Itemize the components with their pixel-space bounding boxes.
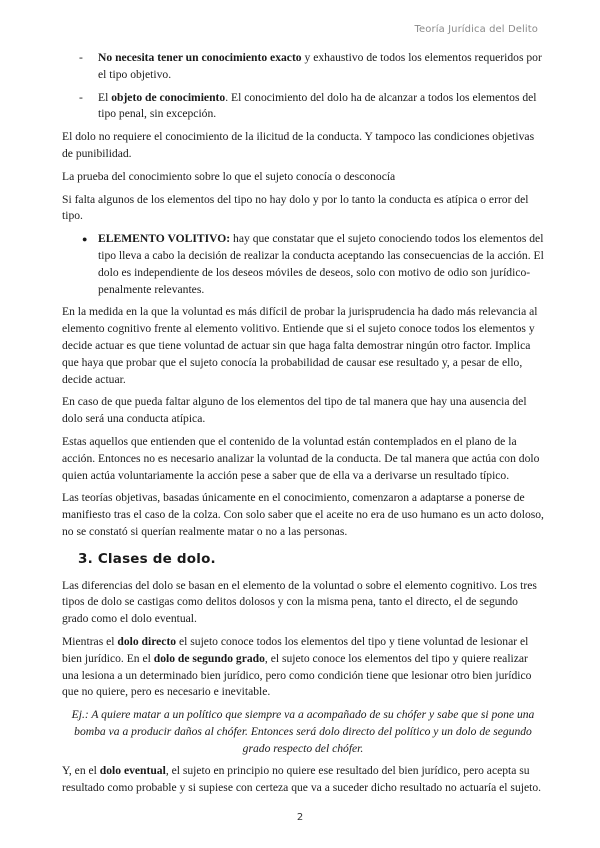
running-header: Teoría Jurídica del Delito [414, 24, 538, 35]
term-dolo-directo: dolo directo [117, 634, 177, 648]
list-item [62, 90, 544, 124]
paragraph: En caso de que pueda faltar alguno de los elementos del tipo de tal manera que hay una ausencia del dolo será una conducta atípica. [62, 395, 527, 426]
paragraph: En la medida en la que la voluntad es más difícil de probar la jurisprudencia ha dado más relevancia al elemento cognitivo frente al elemento volitivo. Entiende que si el sujeto conoce todos los elementos y decide actuar es que tiene voluntad de actuar sin que haga falta demostrar ningún otro factor. Implica que haya que probar que el sujeto conocía la probabilidad de causar ese resultado y, a pesar de ello, decide actuar. [62, 305, 538, 386]
text-run: el sujeto conoce todos los elementos del tipo y tiene voluntad de lesionar el bien jurídico. En el [62, 634, 529, 665]
bullet-marker: ● [82, 234, 88, 245]
text-run: , el sujeto conoce los elementos del tipo y quiere realizar una lesiona a un determinado bien jurídico, pero como condición tiene que lesionar otro bien jurídico que no quiere, pero es necesario e inevitable. [62, 651, 532, 699]
section-heading: 3. Clases de dolo. [78, 550, 216, 567]
list-item-bold: objeto de conocimiento [111, 90, 226, 104]
bullet-item-text: hay que constatar que el sujeto conociendo todos los elementos del tipo lleva a cabo la decisión de realizar la conducta aceptando las consecuencias de la acción. El dolo es independiente de los deseos móviles de deseos, solo con motivo de odio son jurídico-penalmente relevantes. [98, 232, 544, 296]
term-dolo-eventual: dolo eventual [99, 764, 166, 778]
text-run: Mientras el [62, 634, 118, 648]
page-body [62, 50, 544, 803]
list-item-text: y exhaustivo de todos los elementos requeridos por el tipo objetivo. [98, 51, 542, 81]
term-dolo-segundo-grado: dolo de segundo grado [153, 651, 265, 665]
list-item-pre: El [98, 90, 112, 104]
page-number: 2 [296, 812, 304, 823]
paragraph [62, 763, 544, 797]
dash-marker: - [79, 90, 83, 104]
bullet-item [62, 231, 544, 298]
paragraph: El dolo no requiere el conocimiento de la ilicitud de la conducta. Y tampoco las condiciones objetivas de punibilidad. [62, 130, 535, 160]
paragraph: Las teorías objetivas, basadas únicamente en el conocimiento, comenzaron a adaptarse a ponerse de manifiesto tras el caso de la colza. Con solo saber que el aceite no era de uso humano es un acto doloso, no se constató si querían realmente matar o no a las personas. [62, 491, 544, 538]
list-item-text: . El conocimiento del dolo ha de alcanzar a todos los elementos del tipo penal, sin excepción. [98, 90, 537, 121]
list-item-bold: No necesita tener un conocimiento exacto [98, 51, 302, 64]
example-block: Ej.: A quiere matar a un político que siempre va a acompañado de su chófer y sabe que si pone una bomba va a producir daños al chófer. Entonces será dolo directo del político y un dolo de segundo grado respecto del chófer. [71, 708, 535, 755]
paragraph: Estas aquellos que entienden que el contenido de la voluntad están contemplados en el plano de la acción. Entonces no es necesario analizar la voluntad de la conducta. De tal manera que actúa con dolo quien actúa voluntariamente la acción pese a saber que de ella va a derivarse un resultado típico. [62, 434, 540, 482]
bullet-item-bold: ELEMENTO VOLITIVO: [98, 232, 231, 246]
paragraph: Las diferencias del dolo se basan en el elemento de la voluntad o sobre el elemento cognitivo. Los tres tipos de dolo se castigas como delitos dolosos y con la misma pena, tanto el directo, el de segundo grado como el dolo eventual. [62, 578, 537, 626]
text-run: , el sujeto en principio no quiere ese resultado del bien jurídico, pero acepta su resultado como probable y si supiese con certeza que va a suceder dicho resultado no actuaría el sujeto. [62, 764, 542, 795]
list-item [62, 50, 544, 84]
dash-marker: - [79, 51, 83, 64]
paragraph: Si falta algunos de los elementos del tipo no hay dolo y por lo tanto la conducta es atípica o error del tipo. [62, 192, 529, 223]
text-run: Y, en el [62, 764, 100, 778]
paragraph [62, 634, 544, 701]
paragraph: La prueba del conocimiento sobre lo que el sujeto conocía o desconocía [62, 169, 396, 183]
